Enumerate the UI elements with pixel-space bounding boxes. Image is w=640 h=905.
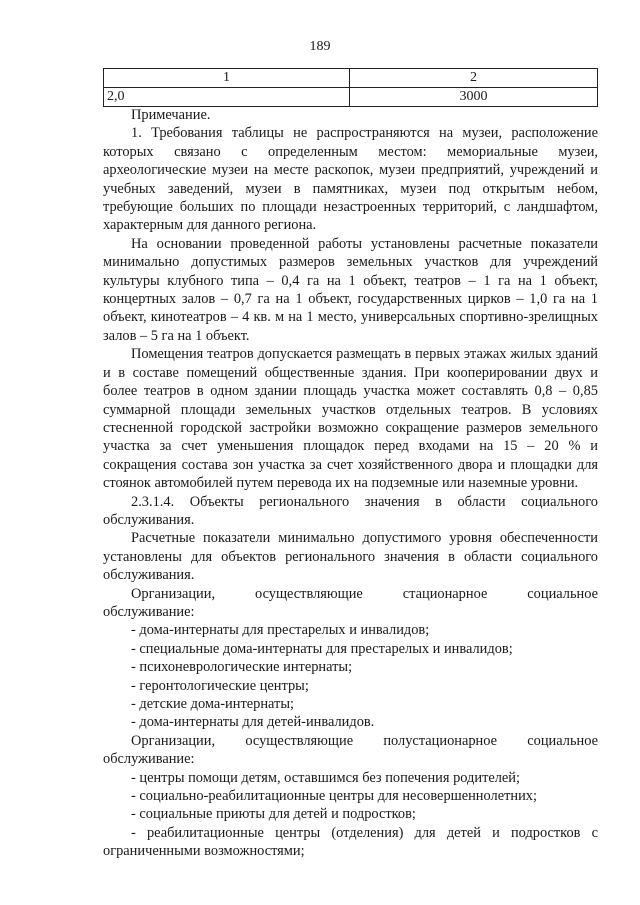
table-cell: 2,0 xyxy=(104,88,350,107)
table-cell: 3000 xyxy=(350,88,598,107)
table-header-row xyxy=(104,69,598,88)
word: Организации, xyxy=(131,585,216,602)
list-item: - детские дома-интернаты; xyxy=(131,696,295,712)
table-header-cell: 2 xyxy=(350,69,598,88)
word: социальное xyxy=(527,585,598,602)
paragraph-indicators: Расчетные показатели минимально допустимого уровня обеспеченности установлены для объектов регионального значения в области социального обслуживания. xyxy=(103,530,598,584)
word: осуществляющие xyxy=(245,732,354,749)
data-table xyxy=(103,68,598,107)
list-item: - социально-реабилитационные центры для несовершеннолетних; xyxy=(131,788,537,805)
page-number: 189 xyxy=(309,39,331,54)
paragraph-semistationary-line xyxy=(103,732,598,750)
list-item: - реабилитационные центры (отделения) для детей и подростков с ограниченными возможностями; xyxy=(103,824,598,860)
list-item: - дома-интернаты для престарелых и инвалидов; xyxy=(131,622,430,639)
table-header-cell: 1 xyxy=(104,69,350,88)
paragraph-semistationary-cont: обслуживание: xyxy=(103,751,195,768)
list-item: - геронтологические центры; xyxy=(131,677,309,694)
section-heading: 2.3.1.4. Объекты регионального значения в области социального обслуживания. xyxy=(103,493,598,528)
paragraph-theaters: Помещения театров допускается размещать в первых этажах жилых зданий и в составе помещений общественные здания. При кооперировании двух и более театров в одном здании площадь участка может составлять 0,8 – 0,85 суммарной площади земельных участков отдельных театров. В условиях стесненной городской застройки возможно сокращение размеров земельного участка за счет уменьшения площадок перед входами на 15 – 20 % и сокращения состава зон участка за счет хозяйственного двора и площадки для стоянок автомобилей путем перевода их на подземные или наземные уровни. xyxy=(103,346,598,492)
paragraph-stationary-cont: обслуживание: xyxy=(103,603,195,620)
list-item: - психоневрологические интернаты; xyxy=(131,659,353,676)
paragraph-stationary-line xyxy=(103,585,598,603)
paragraph-land-norms: На основании проведенной работы установлены расчетные показатели минимально допустимых размеров земельных участков для учреждений культуры клубного типа – 0,4 га на 1 объект, театров – 1 га на 1 объект, концертных залов – 0,7 га на 1 объект, государственных цирков – 1,0 га на 1 объект, кинотеатров – 4 кв. м на 1 место, универсальных спортивно-зрелищных залов – 5 га на 1 объект. xyxy=(103,235,598,344)
word: социальное xyxy=(527,732,598,749)
word: Организации, xyxy=(131,732,216,749)
list-item: - специальные дома-интернаты для престарелых и инвалидов; xyxy=(131,640,513,657)
list-item: - центры помощи детям, оставшимся без попечения родителей; xyxy=(131,769,521,786)
document-body xyxy=(103,106,598,861)
list-item: - дома-интернаты для детей-инвалидов. xyxy=(131,714,375,731)
word: полустационарное xyxy=(383,732,498,749)
note-title: Примечание. xyxy=(131,107,211,123)
word: осуществляющие xyxy=(255,585,363,602)
word: стационарное xyxy=(402,585,488,602)
list-item: - социальные приюты для детей и подростков; xyxy=(131,806,416,823)
paragraph-note-1: 1. Требования таблицы не распространяются на музеи, расположение которых связано с определенным местом: мемориальные музеи, археологические музеи на месте раскопок, музеи предприятий, учреждений и учебных заведений, музеи в памятниках, музеи под открытым небом, требующие больших по площади незастроенных территорий, с ландшафтом, характерным для данного региона. xyxy=(103,125,598,234)
table-row xyxy=(104,88,598,107)
